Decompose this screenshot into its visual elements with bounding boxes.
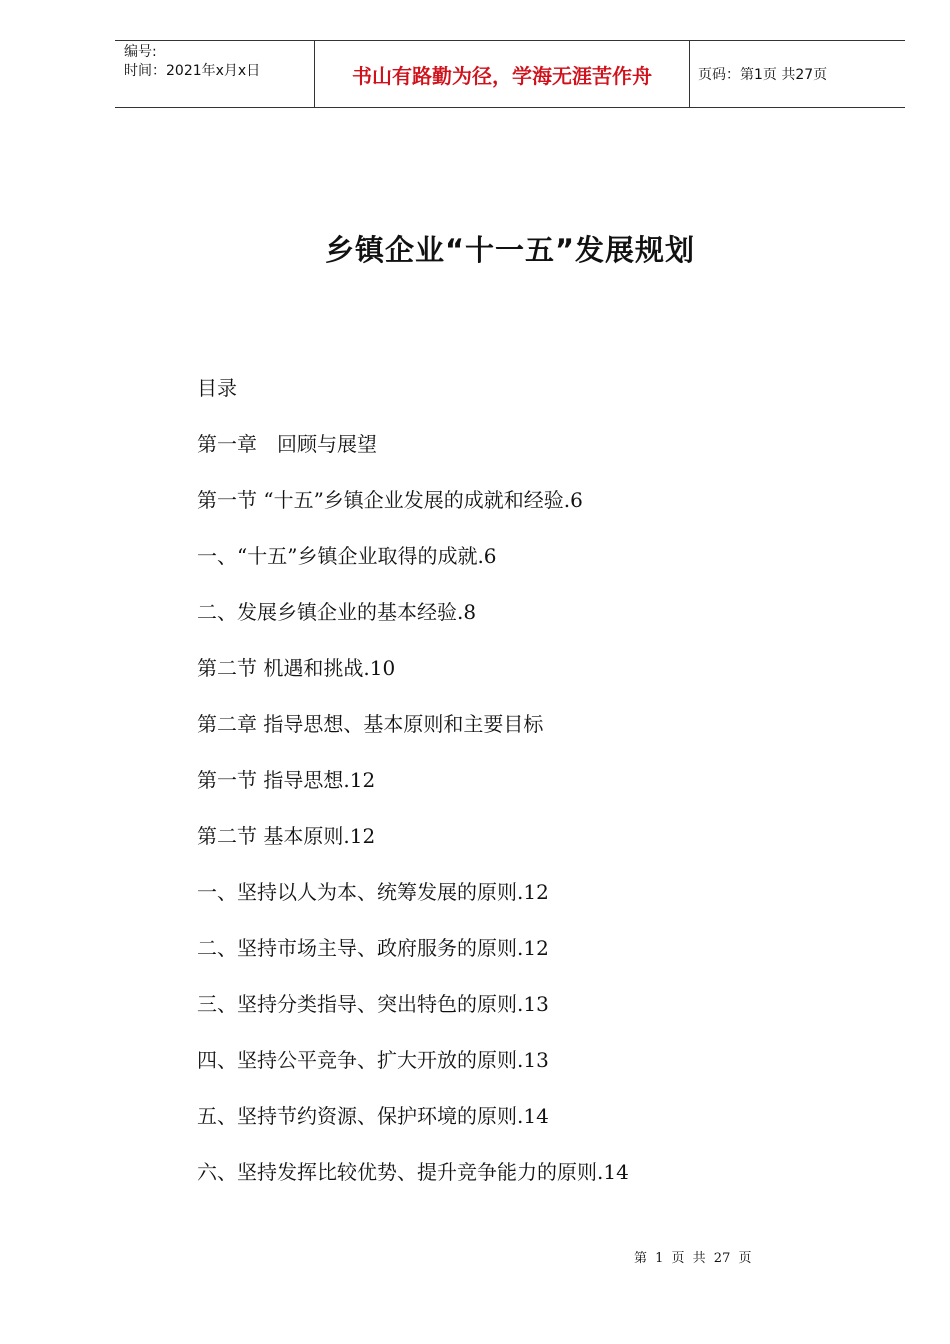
toc-item: 六、坚持发挥比较优势、提升竞争能力的原则.14 — [197, 1160, 629, 1184]
toc-item: 三、坚持分类指导、突出特色的原则.13 — [197, 992, 549, 1016]
document-time-label: 时间：2021年x月x日 — [124, 63, 261, 79]
page-footer: 第 1 页 共 27 页 — [634, 1251, 752, 1266]
document-title: 乡镇企业“十一五”发展规划 — [324, 233, 696, 267]
toc-item: 一、“十五”乡镇企业取得的成就.6 — [197, 544, 497, 568]
toc-heading: 目录 — [197, 376, 237, 400]
toc-item: 四、坚持公平竞争、扩大开放的原则.13 — [197, 1048, 549, 1072]
header-meta-cell — [115, 41, 315, 107]
toc-item: 第一章 回顾与展望 — [197, 432, 377, 456]
header-page-info: 页码：第1页 共27页 — [698, 67, 828, 83]
toc-item: 一、坚持以人为本、统筹发展的原则.12 — [197, 880, 549, 904]
toc-item: 二、发展乡镇企业的基本经验.8 — [197, 600, 477, 624]
document-number-label: 编号: — [124, 44, 157, 60]
toc-item: 第一节 指导思想.12 — [197, 768, 376, 792]
toc-item: 第二章 指导思想、基本原则和主要目标 — [197, 712, 544, 736]
document-header — [115, 40, 905, 108]
header-motto: 书山有路勤为径，学海无涯苦作舟 — [315, 41, 690, 107]
toc-list — [197, 428, 629, 1212]
toc-item: 第二节 基本原则.12 — [197, 824, 376, 848]
toc-item: 二、坚持市场主导、政府服务的原则.12 — [197, 936, 549, 960]
toc-item: 第二节 机遇和挑战.10 — [197, 656, 396, 680]
toc-item: 五、坚持节约资源、保护环境的原则.14 — [197, 1104, 549, 1128]
toc-item: 第一节 “十五”乡镇企业发展的成就和经验.6 — [197, 488, 583, 512]
